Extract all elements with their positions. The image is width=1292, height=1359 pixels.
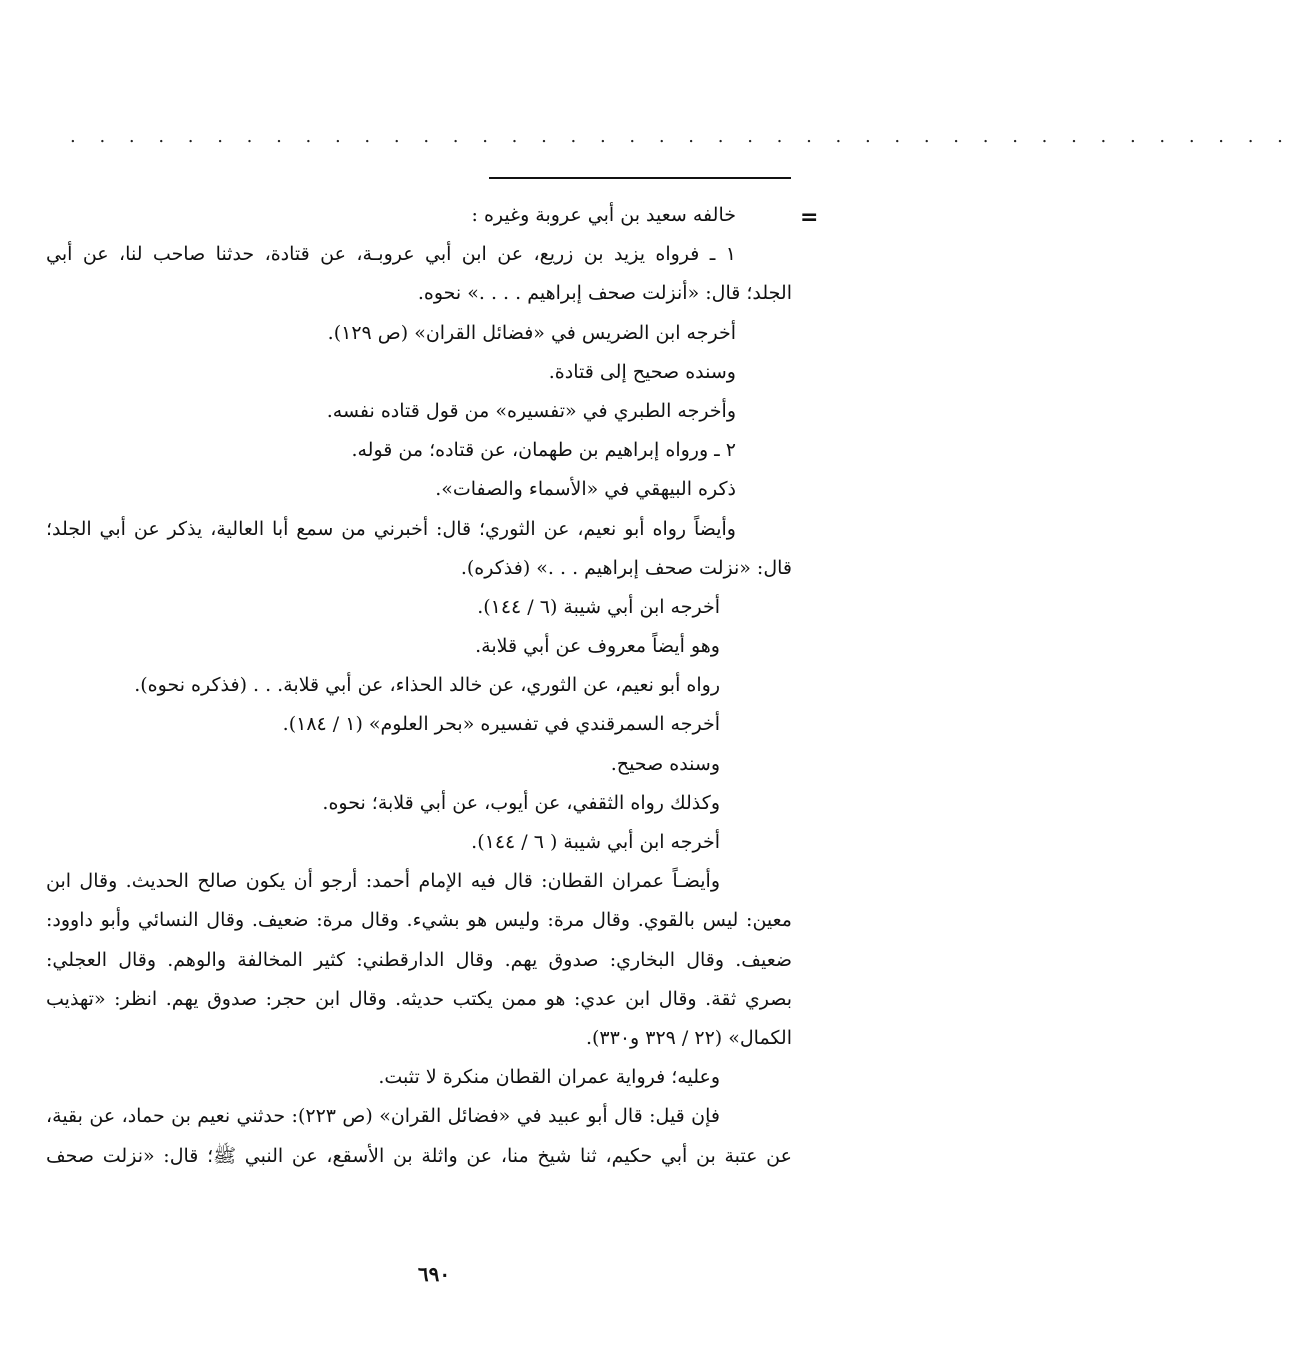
text-line: وأيضاً رواه أبو نعيم، عن الثوري؛ قال: أخبرني من سمع أبا العالية، يذكر عن أبي الجلد؛ bbox=[46, 517, 736, 540]
footnote-body bbox=[46, 196, 792, 1176]
text-line: ذكره البيهقي في «الأسماء والصفات». bbox=[435, 478, 736, 501]
continuation-mark: = bbox=[800, 205, 819, 230]
text-line: فإن قيل: قال أبو عبيد في «فضائل القران» (ص ٢٢٣): حدثني نعيم بن حماد، عن بقية، bbox=[46, 1105, 720, 1128]
text-line: وأخرجه الطبري في «تفسيره» من قول قتاده نفسه. bbox=[326, 399, 736, 422]
text-line: الجلد؛ قال: «أنزلت صحف إبراهيم . . . .» نحوه. bbox=[417, 282, 792, 305]
text-line: عن عتبة بن أبي حكيم، ثنا شيخ منا، عن واثلة بن الأسقع، عن النبي ﷺ؛ قال: «نزلت صحف bbox=[46, 1144, 792, 1167]
text-line: رواه أبو نعيم، عن الثوري، عن خالد الحذاء، عن أبي قلابة. . . (فذكره نحوه). bbox=[134, 674, 720, 697]
text-line: الكمال» (٢٢ / ٣٢٩ و٣٣٠). bbox=[585, 1026, 792, 1049]
page-number: ٦٩٠ bbox=[417, 1262, 451, 1286]
text-line: قال: «نزلت صحف إبراهيم . . .» (فذكره). bbox=[460, 556, 792, 579]
text-line: أخرجه ابن أبي شيبة (٦ / ١٤٤). bbox=[477, 595, 720, 618]
text-line: وأيضـاً عمران القطان: قال فيه الإمام أحمد: أرجو أن يكون صالح الحديث. وقال ابن bbox=[46, 870, 720, 893]
text-line: خالفه سعيد بن أبي عروبة وغيره : bbox=[471, 204, 736, 226]
text-line: ضعيف. وقال البخاري: صدوق يهم. وقال الدارقطني: كثير المخالفة والوهم. وقال العجلي: bbox=[46, 948, 792, 971]
text-line: بصري ثقة. وقال ابن عدي: هو ممن يكتب حديثه. وقال ابن حجر: صدوق يهم. انظر: «تهذيب bbox=[46, 987, 792, 1010]
text-line: ٢ ـ ورواه إبراهيم بن طهمان، عن قتاده؛ من قوله. bbox=[351, 439, 736, 462]
footnote-separator-rule bbox=[489, 177, 791, 179]
text-line: وعليه؛ فرواية عمران القطان منكرة لا تثبت. bbox=[378, 1066, 720, 1089]
text-line: أخرجه ابن الضريس في «فضائل القران» (ص ١٢٩). bbox=[327, 321, 736, 344]
text-line: وسنده صحيح. bbox=[610, 752, 720, 775]
text-line: ١ ـ فرواه يزيد بن زريع، عن ابن أبي عروبـة، عن قتادة، حدثنا صاحب لنا، عن أبي bbox=[46, 243, 736, 266]
text-line: معين: ليس بالقوي. وقال مرة: وليس هو بشيء. وقال مرة: ضعيف. وقال النسائي وأبو داوود: bbox=[46, 909, 792, 932]
text-line: وهو أيضاً معروف عن أبي قلابة. bbox=[475, 635, 720, 658]
text-line: أخرجه ابن أبي شيبة ( ٦ / ١٤٤). bbox=[471, 831, 720, 853]
text-line: وكذلك رواه الثقفي، عن أيوب، عن أبي قلابة؛ نحوه. bbox=[322, 791, 720, 814]
top-dotted-line: . . . . . . . . . . . . . . . . . . . . . . . . . . . . . . . . . . . . . . . . . . bbox=[70, 126, 1292, 147]
text-line: أخرجه السمرقندي في تفسيره «بحر العلوم» (١ / ١٨٤). bbox=[282, 713, 720, 736]
text-line: وسنده صحيح إلى قتادة. bbox=[548, 360, 736, 383]
